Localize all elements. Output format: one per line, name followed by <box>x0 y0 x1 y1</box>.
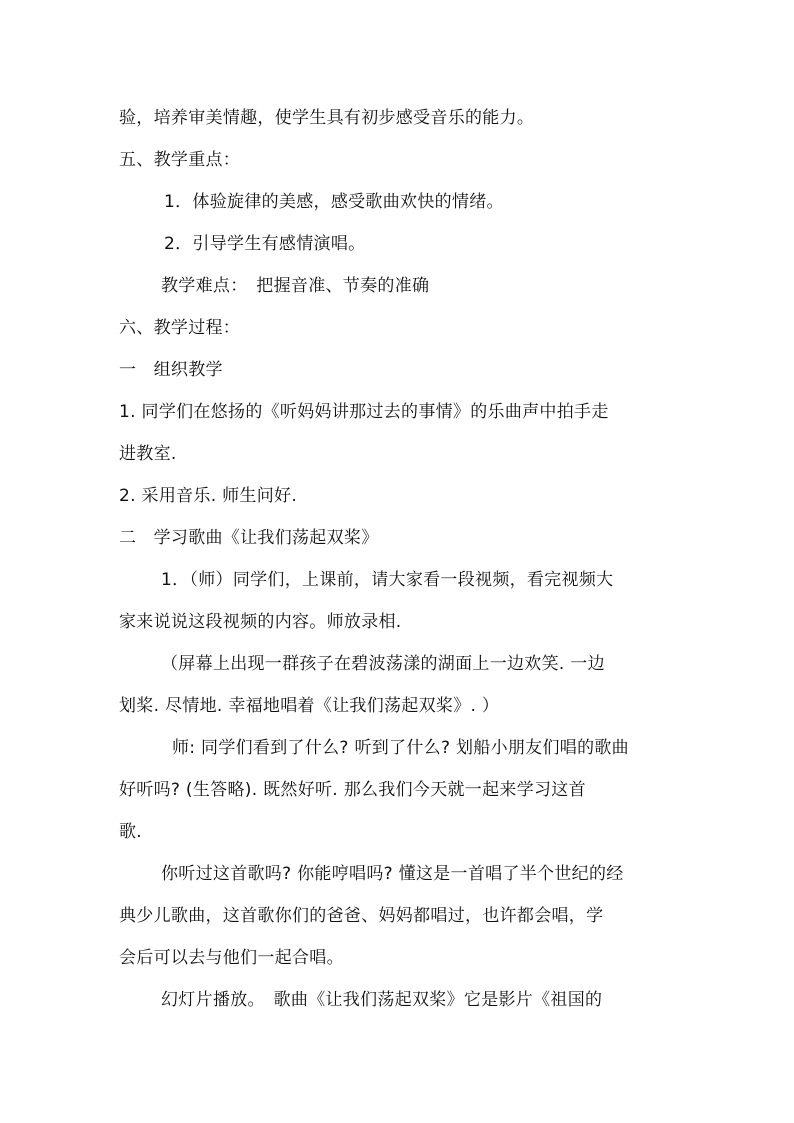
section-heading-teaching-focus: 五、教学重点： <box>119 150 241 170</box>
text-line-22: 幻灯片播放。 歌曲《让我们荡起双桨》它是影片《祖国的 <box>161 990 603 1010</box>
text-line-9: 进教室. <box>119 444 177 464</box>
text-line-12: 1．（师）同学们，上课前，请大家看一段视频，看完视频大 <box>161 570 614 590</box>
text-line-18: 歌. <box>119 822 143 842</box>
text-line-20: 典少儿歌曲，这首歌你们的爸爸、妈妈都唱过，也许都会唱，学 <box>119 906 604 926</box>
subheading-learn-song: 二 学习歌曲《让我们荡起双桨》 <box>119 528 379 548</box>
text-line-17: 好听吗? (生答略). 既然好听. 那么我们今天就一起来学习这首 <box>119 780 586 800</box>
text-line-19: 你听过这首歌吗? 你能哼唱吗? 懂这是一首唱了半个世纪的经 <box>161 864 624 884</box>
text-line-14: （屏幕上出现一群孩子在碧波荡漾的湖面上一边欢笑. 一边 <box>161 654 605 674</box>
subheading-organize-teaching: 一 组织教学 <box>119 360 223 380</box>
text-line-5: 教学难点： 把握音准、节奏的准确 <box>161 276 430 296</box>
text-line-8: 1. 同学们在悠扬的《听妈妈讲那过去的事情》的乐曲声中拍手走 <box>119 402 609 422</box>
text-line-4: 2．引导学生有感情演唱。 <box>164 234 366 254</box>
section-heading-teaching-process: 六、教学过程： <box>119 318 241 338</box>
text-line-16: 师: 同学们看到了什么? 听到了什么? 划船小朋友们唱的歌曲 <box>172 738 629 758</box>
text-line-1: 验，培养审美情趣，使学生具有初步感受音乐的能力。 <box>119 108 535 128</box>
text-line-10: 2. 采用音乐. 师生问好. <box>119 486 298 506</box>
text-line-13: 家来说说这段视频的内容。师放录相. <box>119 612 402 632</box>
text-line-21: 会后可以去与他们一起合唱。 <box>119 948 344 968</box>
text-line-3: 1．体验旋律的美感，感受歌曲欢快的情绪。 <box>164 192 504 212</box>
text-line-15: 划桨. 尽情地. 幸福地唱着《让我们荡起双桨》. ） <box>119 696 500 716</box>
